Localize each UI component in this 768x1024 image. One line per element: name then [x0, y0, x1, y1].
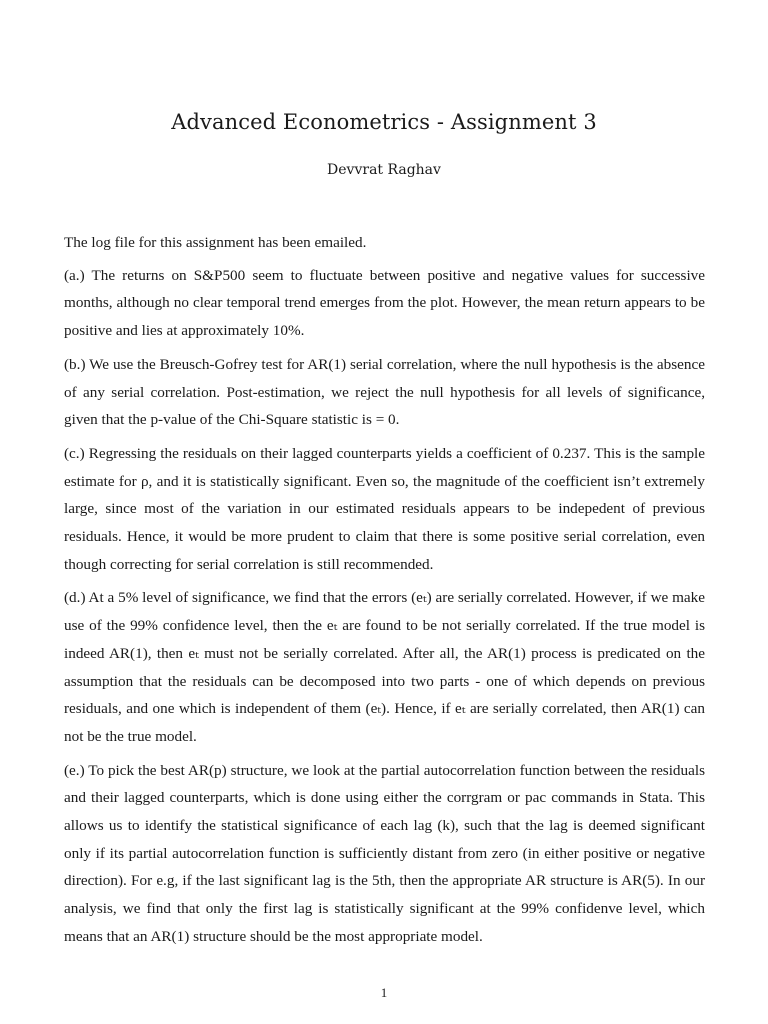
paragraph-d: (d.) At a 5% level of significance, we find that the errors (eₜ) are serially correlated. However, if we make use of the 99% confidence level, then the eₜ are found to be not serially correlated. If the true model is indeed AR(1), then eₜ must not be serially correlated. After all, the AR(1) process is predicated on the assumption that the residuals can be decomposed into two parts - one of which depends on previous residuals, and one which is independent of them (eₜ). Hence, if eₜ are serially correlated, then AR(1) can not be the true model. — [64, 589, 705, 745]
document-title: Advanced Econometrics - Assignment 3 — [171, 110, 597, 134]
intro-paragraph: The log file for this assignment has been emailed. — [64, 234, 367, 251]
page-number: 1 — [380, 985, 388, 1000]
paragraph-a: (a.) The returns on S&P500 seem to fluctuate between positive and negative values for successive months, although no clear temporal trend emerges from the plot. However, the mean return appears to be positive and lies at approximately 10%. — [64, 266, 705, 340]
paragraph-e: (e.) To pick the best AR(p) structure, we look at the partial autocorrelation function between the residuals and their lagged counterparts, which is done using either the corrgram or pac commands in Stata. This allows us to identify the statistical significance of each lag (k), such that the lag is deemed significant only if its partial autocorrelation function is sufficiently distant from zero (in either positive or negative direction). For e.g, if the last significant lag is the 5th, then the appropriate AR structure is AR(5). In our analysis, we find that only the first lag is statistically significant at the 99% confidenve level, which means that an AR(1) structure should be the most appropriate model. — [64, 761, 705, 945]
paragraph-b: (b.) We use the Breusch-Gofrey test for AR(1) serial correlation, where the null hypothesis is the absence of any serial correlation. Post-estimation, we reject the null hypothesis for all levels of significance, given that the p-value of the Chi-Square statistic is = 0. — [64, 355, 705, 429]
paragraph-c: (c.) Regressing the residuals on their lagged counterparts yields a coefficient of 0.237. This is the sample estimate for ρ, and it is statistically significant. Even so, the magnitude of the coefficient isn’t extremely large, since most of the variation in our estimated residuals appears to be indepedent of previous residuals. Hence, it would be more prudent to claim that there is some positive serial correlation, even though correcting for serial correlation is still recommended. — [64, 444, 705, 573]
document-author: Devvrat Raghav — [327, 162, 441, 178]
document-body — [64, 229, 705, 957]
